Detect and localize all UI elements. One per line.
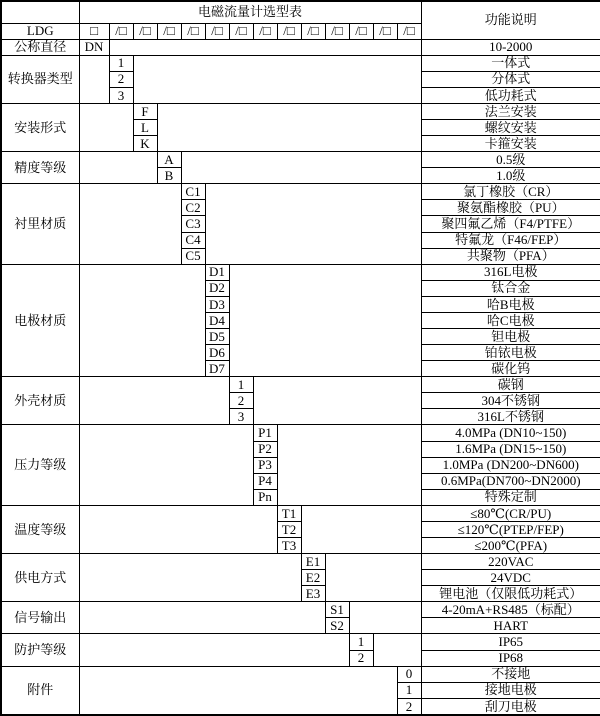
code-cell: P4	[253, 473, 277, 489]
code-cell: E3	[301, 586, 325, 602]
spacer-cell	[79, 55, 109, 103]
section-label-pressure-rating: 压力等级	[1, 425, 79, 505]
function-column-header: 功能说明	[421, 1, 600, 39]
code-cell: P1	[253, 425, 277, 441]
model-code-box: □	[79, 23, 109, 39]
spacer-cell	[79, 666, 397, 715]
function-cell: 哈C电极	[421, 312, 600, 328]
code-cell: B	[157, 168, 181, 184]
function-cell: 316L不锈钢	[421, 409, 600, 425]
code-cell: P2	[253, 441, 277, 457]
function-cell: 碳钢	[421, 377, 600, 393]
spacer-cell	[133, 55, 421, 103]
function-cell: ≤120℃(PTEP/FEP)	[421, 521, 600, 537]
code-cell: 2	[109, 71, 133, 87]
spacer-cell	[157, 103, 421, 151]
function-cell: 钽电极	[421, 328, 600, 344]
code-cell: C3	[181, 216, 205, 232]
spacer-cell	[181, 152, 421, 184]
code-cell: C4	[181, 232, 205, 248]
code-cell: 3	[109, 87, 133, 103]
model-code-slot: /□	[157, 23, 181, 39]
spacer-cell	[79, 264, 205, 377]
code-cell: 1	[109, 55, 133, 71]
code-cell: C5	[181, 248, 205, 264]
function-cell: 共聚物（PFA）	[421, 248, 600, 264]
spacer-cell	[79, 425, 253, 505]
code-cell: 2	[349, 650, 373, 666]
function-cell: 4.0MPa (DN10~150)	[421, 425, 600, 441]
spacer-cell	[205, 184, 421, 264]
function-cell: 4-20mA+RS485（标配）	[421, 602, 600, 618]
spacer-cell	[373, 634, 421, 666]
function-cell: HART	[421, 618, 600, 634]
code-cell: E2	[301, 570, 325, 586]
code-cell: C2	[181, 200, 205, 216]
spacer-cell	[79, 103, 133, 151]
code-cell: F	[133, 103, 157, 119]
spacer-cell	[79, 554, 301, 602]
function-cell: 220VAC	[421, 554, 600, 570]
table-title: 电磁流量计选型表	[79, 1, 421, 23]
spacer-cell	[229, 264, 421, 377]
model-code-slot: /□	[325, 23, 349, 39]
code-cell: 2	[397, 698, 421, 715]
spacer-cell	[277, 425, 421, 505]
function-cell: ≤80℃(CR/PU)	[421, 505, 600, 521]
section-label-temperature-rating: 温度等级	[1, 505, 79, 553]
code-cell: K	[133, 136, 157, 152]
function-cell: 10-2000	[421, 39, 600, 55]
code-cell: 0	[397, 666, 421, 682]
code-cell: 3	[229, 409, 253, 425]
spacer-cell	[79, 152, 157, 184]
code-cell: L	[133, 119, 157, 135]
model-code-slot: /□	[277, 23, 301, 39]
function-cell: 0.6MPa(DN700~DN2000)	[421, 473, 600, 489]
function-cell: 铂铱电极	[421, 345, 600, 361]
model-code-slot: /□	[349, 23, 373, 39]
function-cell: 接地电极	[421, 682, 600, 698]
code-cell: T2	[277, 521, 301, 537]
code-cell: 1	[397, 682, 421, 698]
model-code-slot: /□	[109, 23, 133, 39]
section-label-electrode-material: 电极材质	[1, 264, 79, 377]
section-label-installation-form: 安装形式	[1, 103, 79, 151]
model-code-slot: /□	[397, 23, 421, 39]
code-cell: P3	[253, 457, 277, 473]
spacer-cell	[349, 602, 421, 634]
model-code-slot: /□	[133, 23, 157, 39]
function-cell: 1.0MPa (DN200~DN600)	[421, 457, 600, 473]
function-cell: ≤200℃(PFA)	[421, 538, 600, 554]
function-cell: 锂电池（仅限低功耗式）	[421, 586, 600, 602]
code-cell: D5	[205, 328, 229, 344]
function-cell: IP68	[421, 650, 600, 666]
section-label-accessories: 附件	[1, 666, 79, 715]
section-label-signal-output: 信号输出	[1, 602, 79, 634]
function-cell: 碳化钨	[421, 361, 600, 377]
code-cell: T3	[277, 538, 301, 554]
section-label-accuracy-class: 精度等级	[1, 152, 79, 184]
spacer-cell	[79, 184, 181, 264]
code-cell: 1	[229, 377, 253, 393]
model-code-slot: /□	[253, 23, 277, 39]
title-left-empty-cell	[1, 1, 79, 23]
section-label-power-supply: 供电方式	[1, 554, 79, 602]
code-cell: C1	[181, 184, 205, 200]
function-cell: 刮刀电极	[421, 698, 600, 715]
model-code-slot: /□	[373, 23, 397, 39]
code-cell: 2	[229, 393, 253, 409]
function-cell: IP65	[421, 634, 600, 650]
function-cell: 特殊定制	[421, 489, 600, 505]
function-cell: 0.5级	[421, 152, 600, 168]
section-label-lining-material: 衬里材质	[1, 184, 79, 264]
code-cell: D6	[205, 345, 229, 361]
spacer-cell	[301, 505, 421, 553]
code-cell: D4	[205, 312, 229, 328]
model-code-slot: /□	[181, 23, 205, 39]
function-cell: 螺纹安装	[421, 119, 600, 135]
section-label-housing-material: 外壳材质	[1, 377, 79, 425]
function-cell: 聚氨酯橡胶（PU）	[421, 200, 600, 216]
spacer-cell	[109, 39, 421, 55]
section-label-converter-type: 转换器类型	[1, 55, 79, 103]
code-cell: S2	[325, 618, 349, 634]
function-cell: 特氟龙（F46/FEP）	[421, 232, 600, 248]
function-cell: 1.6MPa (DN15~150)	[421, 441, 600, 457]
spacer-cell	[79, 634, 349, 666]
function-cell: 聚四氟乙烯（F4/PTFE）	[421, 216, 600, 232]
section-label-protection-rating: 防护等级	[1, 634, 79, 666]
code-cell: S1	[325, 602, 349, 618]
code-cell: DN	[79, 39, 109, 55]
spacer-cell	[79, 602, 325, 634]
model-prefix-cell: LDG	[1, 23, 79, 39]
code-cell: 1	[349, 634, 373, 650]
function-cell: 氯丁橡胶（CR）	[421, 184, 600, 200]
model-code-slot: /□	[205, 23, 229, 39]
code-cell: A	[157, 152, 181, 168]
function-cell: 分体式	[421, 71, 600, 87]
code-cell: Pn	[253, 489, 277, 505]
function-cell: 卡箍安装	[421, 136, 600, 152]
code-cell: T1	[277, 505, 301, 521]
code-cell: D7	[205, 361, 229, 377]
spacer-cell	[325, 554, 421, 602]
function-cell: 316L电极	[421, 264, 600, 280]
section-label-nominal-diameter: 公称直径	[1, 39, 79, 55]
function-cell: 哈B电极	[421, 296, 600, 312]
function-cell: 法兰安装	[421, 103, 600, 119]
function-cell: 低功耗式	[421, 87, 600, 103]
model-code-slot: /□	[229, 23, 253, 39]
function-cell: 不接地	[421, 666, 600, 682]
spacer-cell	[79, 505, 277, 553]
code-cell: E1	[301, 554, 325, 570]
function-cell: 一体式	[421, 55, 600, 71]
function-cell: 304不锈钢	[421, 393, 600, 409]
function-cell: 24VDC	[421, 570, 600, 586]
function-cell: 钛合金	[421, 280, 600, 296]
spacer-cell	[253, 377, 421, 425]
code-cell: D2	[205, 280, 229, 296]
code-cell: D3	[205, 296, 229, 312]
code-cell: D1	[205, 264, 229, 280]
spacer-cell	[79, 377, 229, 425]
model-code-slot: /□	[301, 23, 325, 39]
function-cell: 1.0级	[421, 168, 600, 184]
